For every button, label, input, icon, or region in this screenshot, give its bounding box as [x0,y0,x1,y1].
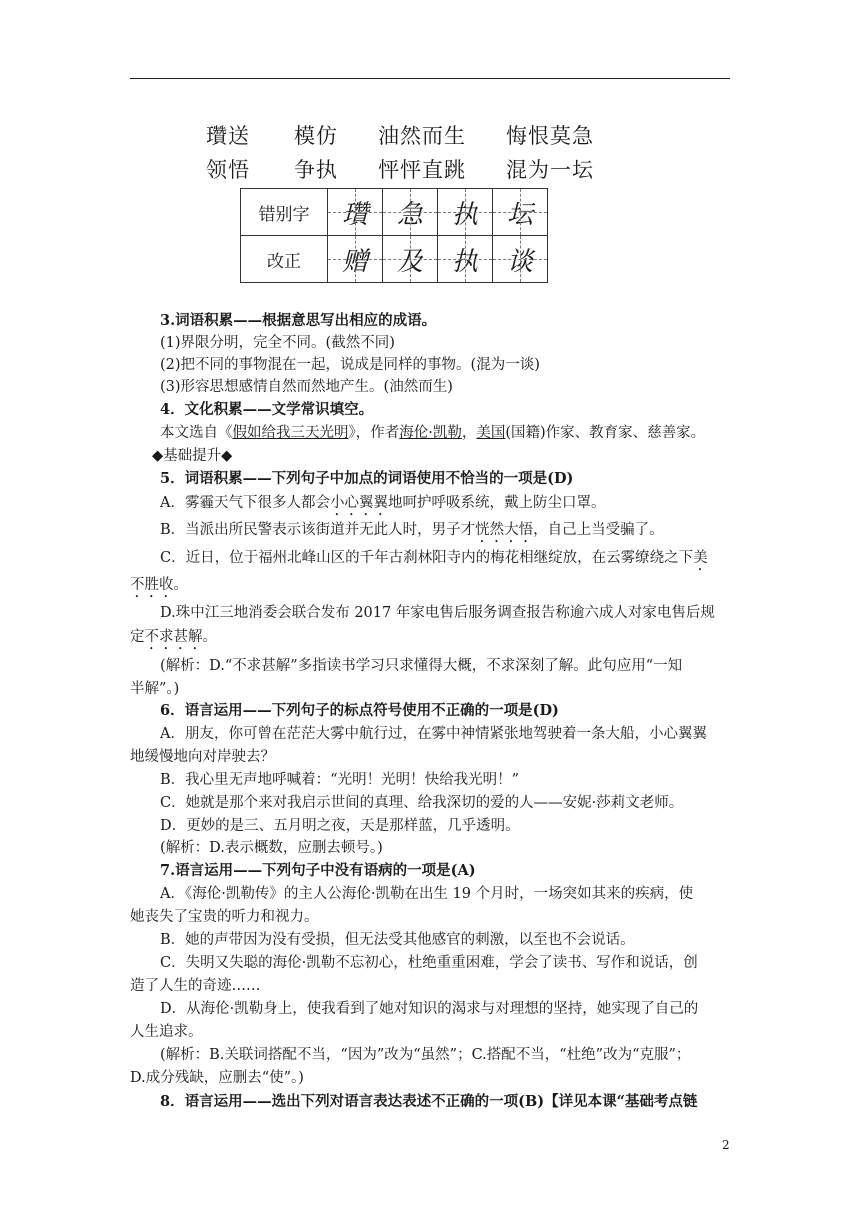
word: 油然而生 [378,124,466,148]
wrong-char: 瓚 [328,189,383,236]
q7-analysis: (解析：B.关联词搭配不当，“因为”改为“虽然”；C.搭配不当，“杜绝”改为“克服”； [160,1047,691,1063]
q6-option-a: A．朋友，你可曾在茫茫大雾中航行过，在雾中神情紧张地驾驶着一条大船，小心翼翼 [160,726,707,742]
q7-option-b: B．她的声带因为没有受损，但无法受其他感官的刺激，以至也不会说话。 [160,932,635,948]
q6-option-d: D．更妙的是三、五月明之夜，天是那样蓝，几乎透明。 [160,818,520,834]
question-4-title: 4．文化积累——文学常识填空。 [160,401,374,418]
q3-item: (2)把不同的事物混在一起，说成是同样的事物。(混为一谈) [160,357,540,373]
q6-option-b: B．我心里无声地呼喊着：“光明！光明！快给我光明！” [160,772,519,788]
row-label: 改正 [241,236,328,283]
page-number: 2 [722,1138,730,1152]
q5-analysis: (解析：D.“不求甚解”多指读书学习只求懂得大概，不求深刻了解。此句应用“一知 [160,658,683,674]
corrected-char: 谈 [493,236,548,283]
table-row [241,189,548,236]
section-heading: ◆基础提升◆ [152,448,233,464]
q7-option-c-cont: 造了人生的奇迹…… [130,978,261,994]
q5-option-a: A．雾霾天气下很多人都会小心翼翼地呵护呼吸系统，戴上防尘口罩。 [160,495,606,511]
row-label: 错别字 [241,189,328,236]
q5-option-d-cont: 定不求甚解。 [130,629,217,645]
q7-option-a-cont: 她丧失了宝贵的听力和视力。 [130,909,319,925]
q6-option-a-cont: 地缓慢地向对岸驶去？ [130,749,275,765]
wrong-char: 急 [383,189,438,236]
q5-option-c-cont: 不胜收。 [130,577,188,593]
correction-table [240,188,548,283]
corrected-char: 执 [438,236,493,283]
word: 争执 [294,158,338,182]
q3-item: (3)形容思想感情自然而然地产生。(油然而生) [160,379,453,395]
word: 瓚送 [206,124,250,148]
question-7-title: 7.语言运用——下列句子中没有语病的一项是(A) [160,862,476,879]
wrong-char: 执 [438,189,493,236]
q4-answer: 本文选自《假如给我三天光明》，作者海伦·凯勒，美国(国籍)作家、教育家、慈善家。 [160,425,706,441]
q5-option-c: C．近日，位于福州北峰山区的千年古刹林阳寺内的梅花相继绽放，在云雾缭绕之下美 [160,550,708,566]
header-rule [130,78,730,79]
q7-analysis-cont: D.成分残缺，应删去“使”。) [130,1070,304,1086]
word: 怦怦直跳 [378,158,466,182]
q7-option-c: C．失明又失聪的海伦·凯勒不忘初心，杜绝重重困难，学会了读书、写作和说话，创 [160,955,698,971]
q5-option-b: B．当派出所民警表示该街道并无此人时，男子才恍然大悟，自己上当受骗了。 [160,522,664,538]
question-5-title: 5．词语积累——下列句子中加点的词语使用不恰当的一项是(D) [160,470,574,487]
q7-option-d-cont: 人生追求。 [130,1024,203,1040]
wrong-char: 坛 [493,189,548,236]
q3-item: (1)界限分明，完全不同。(截然不同) [160,335,395,351]
q5-analysis-cont: 半解”。) [130,681,180,697]
q6-analysis: (解析：D.表示概数，应删去顿号。) [160,840,383,856]
word: 领悟 [206,158,250,182]
q5-option-d: D.珠中江三地消委会联合发布 2017 年家电售后服务调查报告称逾六成人对家电售后规 [160,605,715,621]
question-8-title: 8．语言运用——选出下列对语言表达表述不正确的一项(B)【详见本课“基础考点链 [160,1093,698,1110]
q6-option-c: C．她就是那个来对我启示世间的真理、给我深切的爱的人——安妮·莎莉文老师。 [160,795,684,811]
word: 模仿 [294,124,338,148]
table-row [241,236,548,283]
q7-option-d: D．从海伦·凯勒身上，使我看到了她对知识的渴求与对理想的坚持，她实现了自己的 [160,1001,699,1017]
word: 混为一坛 [506,158,594,182]
corrected-char: 赠 [328,236,383,283]
corrected-char: 及 [383,236,438,283]
question-6-title: 6．语言运用——下列句子的标点符号使用不正确的一项是(D) [160,702,559,719]
q7-option-a: A．《海伦·凯勒传》的主人公海伦·凯勒在出生 19 个月时，一场突如其来的疾病，使 [160,886,694,902]
word: 悔恨莫急 [506,124,594,148]
question-3-title: 3.词语积累——根据意思写出相应的成语。 [160,312,437,329]
